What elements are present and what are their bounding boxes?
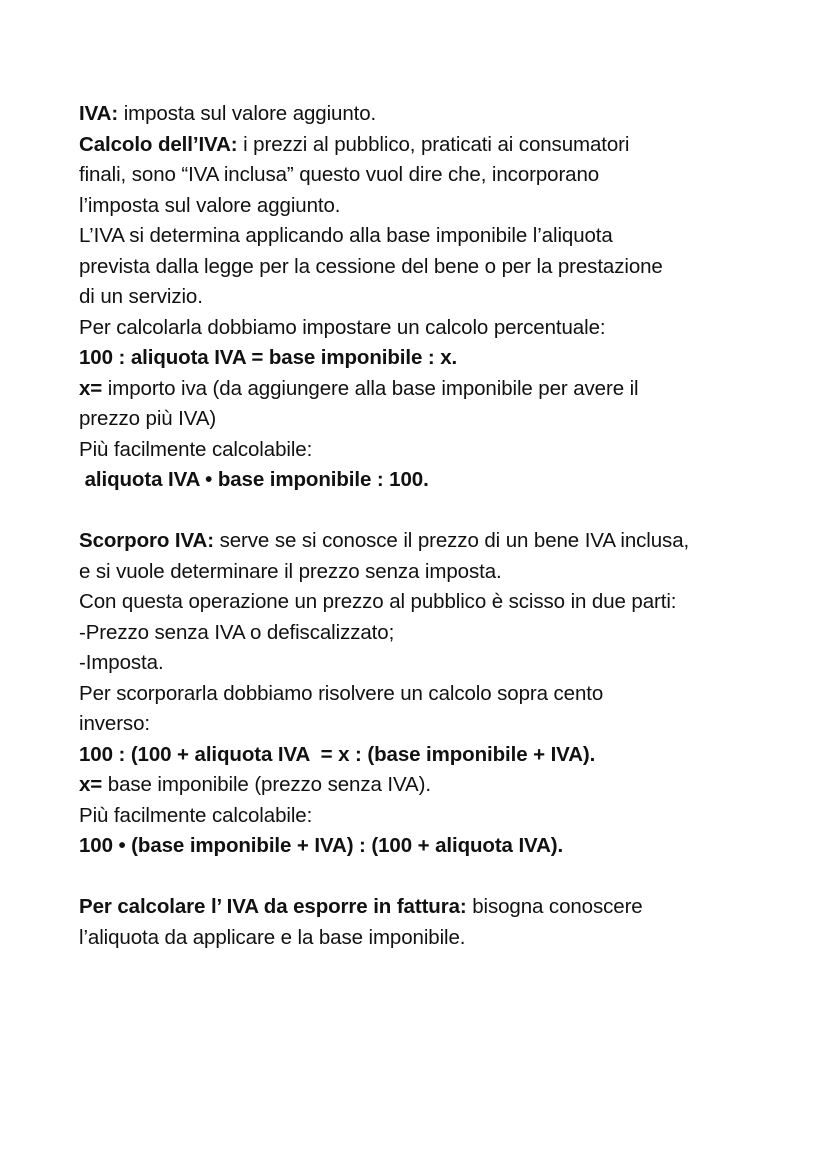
iva-definition: imposta sul valore aggiunto. xyxy=(118,102,377,125)
scorporo-line-3: Con questa operazione un prezzo al pubblico è scisso in due parti: xyxy=(79,590,677,613)
scorporo-text-1: serve se si conosce il prezzo di un bene IVA inclusa, xyxy=(214,529,690,552)
iva-definition-line xyxy=(79,99,779,130)
fattura-term: Per calcolare l’ IVA da esporre in fattura: xyxy=(79,895,467,918)
calcolo-easier-formula-text: aliquota IVA • base imponibile : 100. xyxy=(79,468,429,491)
fattura-line-2: l’aliquota da applicare e la base imponibile. xyxy=(79,925,466,949)
calcolo-line-6: di un servizio. xyxy=(79,285,203,308)
scorporo-easier-formula-text: 100 • (base imponibile + IVA) : (100 + aliquota IVA). xyxy=(79,834,564,857)
scorporo-line-4: -Prezzo senza IVA o defiscalizzato; xyxy=(79,620,395,644)
calcolo-text-1: i prezzi al pubblico, praticati ai consumatori xyxy=(237,132,630,156)
scorporo-formula-text: 100 : (100 + aliquota IVA = x : (base imponibile + IVA). xyxy=(79,742,596,766)
scorporo-easier: Più facilmente calcolabile: xyxy=(79,803,313,827)
calcolo-line-2: finali, sono “IVA inclusa” questo vuol dire che, incorporano xyxy=(79,163,600,186)
scorporo-line-7: inverso: xyxy=(79,712,150,735)
scorporo-term: Scorporo IVA: xyxy=(79,529,214,552)
calcolo-line-5: prevista dalla legge per la cessione del bene o per la prestazione xyxy=(79,254,663,278)
calcolo-easier-formula xyxy=(79,465,779,496)
scorporo-easier-formula xyxy=(79,831,779,862)
iva-term: IVA: xyxy=(79,102,119,125)
calcolo-x-text: importo iva (da aggiungere alla base imponibile per avere il xyxy=(102,376,639,400)
calcolo-easier: Più facilmente calcolabile: xyxy=(79,437,313,461)
calcolo-term: Calcolo dell’IVA: xyxy=(79,132,238,156)
scorporo-line-1 xyxy=(79,526,779,557)
scorporo-line-6: Per scorporarla dobbiamo risolvere un calcolo sopra cento xyxy=(79,681,604,705)
scorporo-x-label: x= xyxy=(79,773,103,796)
scorporo-formula xyxy=(79,740,779,771)
calcolo-x-label: x= xyxy=(79,376,103,400)
scorporo-line-2: e si vuole determinare il prezzo senza imposta. xyxy=(79,559,502,583)
calcolo-line-3: l’imposta sul valore aggiunto. xyxy=(79,193,341,217)
fattura-text-1: bisogna conoscere xyxy=(466,895,643,918)
spacer xyxy=(79,496,779,527)
scorporo-line-5: -Imposta. xyxy=(79,651,164,674)
calcolo-line-7: Per calcolarla dobbiamo impostare un calcolo percentuale: xyxy=(79,315,606,339)
scorporo-x-line xyxy=(79,770,779,801)
calcolo-x-line-2: prezzo più IVA) xyxy=(79,407,217,430)
calcolo-x-line-1 xyxy=(79,374,779,405)
document-page xyxy=(79,99,779,953)
calcolo-line-1 xyxy=(79,130,779,161)
fattura-line-1 xyxy=(79,892,779,923)
calcolo-line-4: L’IVA si determina applicando alla base imponibile l’aliquota xyxy=(79,224,613,247)
calcolo-formula-text: 100 : aliquota IVA = base imponibile : x. xyxy=(79,346,458,369)
scorporo-x-text: base imponibile (prezzo senza IVA). xyxy=(102,773,431,796)
spacer xyxy=(79,862,779,893)
calcolo-formula xyxy=(79,343,779,374)
